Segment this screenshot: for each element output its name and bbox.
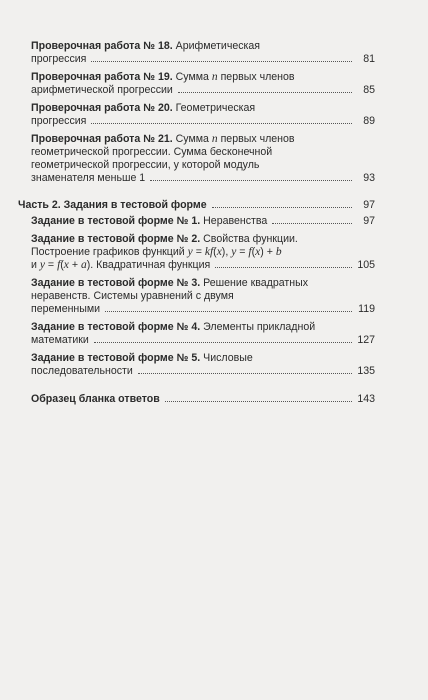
toc-entry-line: Образец бланка ответов [31, 393, 160, 405]
toc-entry-title: Свойства функции. [203, 233, 298, 245]
toc-page-number: 127 [357, 334, 375, 346]
toc-page-number: 105 [357, 259, 375, 271]
toc-entry [31, 102, 375, 128]
toc-entry-title: Сумма n первых членов [175, 133, 295, 145]
toc-entry-label: Задание в тестовой форме № 3. [31, 277, 201, 289]
toc-entry-line: прогрессия [31, 53, 87, 65]
toc-entry-label: Задание в тестовой форме № 4. [31, 321, 201, 333]
toc-page-number: 119 [358, 303, 375, 315]
toc-entry-title: Неравенства [203, 215, 268, 227]
toc-entry-title: Элементы прикладной [203, 321, 316, 333]
toc-entry-line: геометрической прогрессии. Сумма бесконечной [31, 146, 273, 158]
toc-entry-label: Проверочная работа № 21. [31, 133, 173, 145]
toc-entry-label: Проверочная работа № 18. [31, 40, 173, 52]
toc-entry [31, 40, 375, 66]
toc-entry [31, 321, 375, 347]
toc-page-number: 81 [363, 53, 375, 65]
dot-leader [91, 61, 352, 62]
toc-page-number: 97 [363, 215, 375, 227]
dot-leader [138, 373, 352, 374]
toc-entry [31, 233, 375, 272]
toc-entry [31, 133, 375, 185]
toc-page-number: 135 [357, 365, 375, 377]
toc-entry-line: последовательности [31, 365, 133, 377]
toc-entry-title: Числовые [203, 352, 253, 364]
toc-entry-label: Задание в тестовой форме № 2. [31, 233, 201, 245]
toc-entry-label: Проверочная работа № 19. [31, 71, 173, 83]
toc-entry-line: неравенств. Системы уравнений с двумя [31, 290, 234, 302]
toc-page-number: 93 [363, 172, 375, 184]
part-title: Часть 2. Задания в тестовой форме [18, 199, 207, 211]
toc-entry-line: геометрической прогрессии, у которой модуль [31, 159, 260, 171]
toc-entry-line: математики [31, 334, 89, 346]
toc-page-number: 85 [363, 84, 375, 96]
toc-entry-title: Арифметическая [175, 40, 261, 52]
toc-page-number: 143 [357, 393, 375, 405]
dot-leader [215, 267, 352, 268]
toc-entry-title: Решение квадратных [203, 277, 309, 289]
dot-leader [105, 311, 352, 312]
dot-leader [212, 207, 352, 208]
toc-entry [31, 71, 375, 97]
toc-entry [31, 352, 375, 378]
toc-entry [31, 215, 375, 228]
toc-entry-line: Построение графиков функций y = kf(x), y = f(x) + b [31, 246, 282, 258]
dot-leader [178, 92, 352, 93]
toc-entry [31, 393, 375, 406]
dot-leader [165, 401, 352, 402]
toc-entry-line: и y = f(x + a). Квадратичная функция [31, 259, 211, 271]
toc-entry-title: Геометрическая [175, 102, 256, 114]
toc-entry-line: знаменателя меньше 1 [31, 172, 146, 184]
toc-entry-label: Задание в тестовой форме № 1. [31, 215, 201, 227]
dot-leader [272, 223, 352, 224]
toc-part-heading [18, 199, 375, 212]
toc-entry-line: арифметической прогрессии [31, 84, 173, 96]
table-of-contents [0, 40, 428, 411]
dot-leader [94, 342, 352, 343]
dot-leader [91, 123, 352, 124]
toc-entry-label: Проверочная работа № 20. [31, 102, 173, 114]
toc-entry-title: Сумма n первых членов [175, 71, 295, 83]
toc-entry-label: Задание в тестовой форме № 5. [31, 352, 201, 364]
toc-page-number: 89 [363, 115, 375, 127]
dot-leader [150, 180, 352, 181]
toc-entry-line: прогрессия [31, 115, 87, 127]
toc-entry [31, 277, 375, 316]
toc-entry-line: переменными [31, 303, 101, 315]
toc-page-number: 97 [363, 199, 375, 211]
